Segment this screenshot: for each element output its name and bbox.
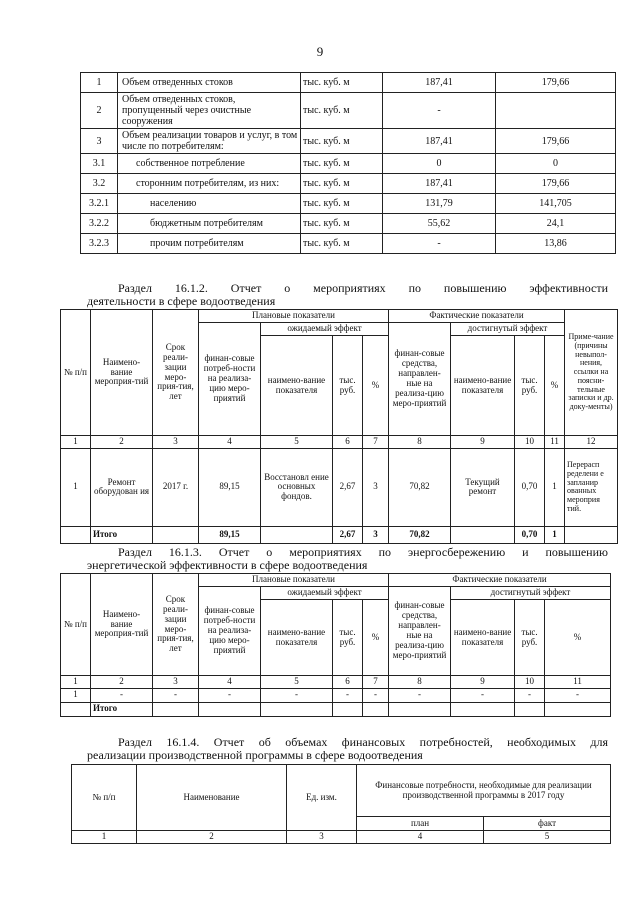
section-3-title: Раздел 16.1.3. Отчет о мероприятиях по энергосбережению и повышению	[118, 545, 608, 559]
total-tr-fact: 0,70	[515, 526, 545, 543]
total-pct: 3	[363, 526, 389, 543]
fin-fact-header: финан-совые средства, направлен-ные на реализа-цию меро-приятий	[389, 587, 451, 676]
col-num-header: № п/п	[61, 310, 91, 436]
achieved-effect-header: достигнутый эффект	[451, 587, 611, 600]
page-number: 9	[316, 44, 324, 59]
empty-value: -	[199, 688, 261, 702]
total-num	[61, 526, 91, 543]
achieved-effect-header: достигнутый эффект	[451, 323, 565, 336]
row-pct: 3	[363, 448, 389, 526]
energy-table	[60, 573, 611, 717]
pct-header: %	[363, 600, 389, 676]
plan-header: Плановые показатели	[199, 574, 389, 587]
cell-v2: 13,86	[496, 234, 616, 254]
column-number: 1	[61, 676, 91, 689]
pct-fact-header: %	[545, 336, 565, 436]
row-indicator: Восстановл ение основных фондов.	[261, 448, 333, 526]
fin-plan-header: финан-совые потреб-ности на реализа-цию меро-приятий	[199, 587, 261, 676]
column-number: 2	[137, 831, 287, 844]
cell-v1: 55,62	[383, 214, 496, 234]
col-unit-header: Ед. изм.	[287, 765, 357, 831]
fin-needs-header: Финансовые потребности, необходимые для реализации производственной программы в 2017 году	[357, 765, 611, 817]
tr-header: тыс. руб.	[333, 336, 363, 436]
expected-effect-header: ожидаемый эффект	[261, 587, 389, 600]
total-num	[61, 702, 91, 716]
cell-v1: 187,41	[383, 73, 496, 93]
empty-value: -	[451, 688, 515, 702]
total-fin-fact: 70,82	[389, 526, 451, 543]
column-number: 4	[199, 436, 261, 449]
financial-needs-table	[71, 764, 611, 844]
cell-name: Объем отведенных стоков, пропущенный через очистные сооружения	[118, 93, 301, 129]
col-term-header: Срок реали-зации меро-прия-тия, лет	[153, 574, 199, 676]
indicator-fact-header: наимено-вание показателя	[451, 600, 515, 676]
tr-fact-header: тыс. руб.	[515, 336, 545, 436]
row-note: Перерасп ределени е запланир ованных мероприя тий.	[565, 448, 618, 526]
total-ind-fact	[451, 526, 515, 543]
cell-unit: тыс. куб. м	[301, 129, 383, 154]
total-note	[565, 526, 618, 543]
cell-v2: 179,66	[496, 174, 616, 194]
table-row	[81, 154, 616, 174]
cell-name: Объем реализации товаров и услуг, в том числе по потребителям:	[118, 129, 301, 154]
column-number: 1	[72, 831, 137, 844]
expected-effect-header: ожидаемый эффект	[261, 323, 389, 336]
row-num: 1	[61, 448, 91, 526]
row-pct-fact: 1	[545, 448, 565, 526]
fact-header: факт	[484, 817, 611, 831]
cell-n: 1	[81, 73, 118, 93]
cell-v1: 131,79	[383, 194, 496, 214]
section-3-title-cont: энергетической эффективности в сфере водоотведения	[87, 558, 368, 572]
table-row	[81, 129, 616, 154]
empty-value: -	[545, 688, 611, 702]
row-tr: 2,67	[333, 448, 363, 526]
col-num-header: № п/п	[61, 574, 91, 676]
cell-n: 3.2.3	[81, 234, 118, 254]
cell-v1: -	[383, 234, 496, 254]
column-number: 9	[451, 676, 515, 689]
note-header: Приме-чание (причины невыпол-нения, ссылки на поясни-тельные записки и др. доку-менты)	[565, 310, 618, 436]
col-name-header: Наимено-вание мероприя-тий	[91, 310, 153, 436]
column-number: 11	[545, 676, 611, 689]
column-number: 3	[153, 436, 199, 449]
total-ind	[261, 526, 333, 543]
cell-v2: 179,66	[496, 73, 616, 93]
fact-header: Фактические показатели	[389, 574, 611, 587]
row-num: 1	[61, 688, 91, 702]
column-number: 5	[484, 831, 611, 844]
cell-n: 3.2.2	[81, 214, 118, 234]
table-row	[81, 73, 616, 93]
section-2-title-cont: деятельности в сфере водоотведения	[87, 294, 276, 308]
total-tr: 2,67	[333, 526, 363, 543]
cell-name: населению	[118, 194, 301, 214]
table-row	[81, 214, 616, 234]
column-number: 6	[333, 676, 363, 689]
column-number: 8	[389, 676, 451, 689]
column-number: 1	[61, 436, 91, 449]
column-number: 2	[91, 436, 153, 449]
cell-v1: 187,41	[383, 174, 496, 194]
column-number: 11	[545, 436, 565, 449]
column-number: 9	[451, 436, 515, 449]
tr-header: тыс. руб.	[333, 600, 363, 676]
cell-name: Объем отведенных стоков	[118, 73, 301, 93]
col-term-header: Срок реали-зации меро-прия-тия, лет	[153, 310, 199, 436]
row-tr-fact: 0,70	[515, 448, 545, 526]
cell-unit: тыс. куб. м	[301, 194, 383, 214]
column-number: 2	[91, 676, 153, 689]
total-label: Итого	[91, 702, 153, 716]
total-fin: 89,15	[199, 526, 261, 543]
cell-unit: тыс. куб. м	[301, 234, 383, 254]
col-name-header: Наимено-вание мероприя-тий	[91, 574, 153, 676]
empty-value: -	[91, 688, 153, 702]
column-number: 4	[357, 831, 484, 844]
column-number: 8	[389, 436, 451, 449]
efficiency-table	[60, 309, 618, 544]
cell-n: 3.1	[81, 154, 118, 174]
table-row	[81, 93, 616, 129]
row-term: 2017 г.	[153, 448, 199, 526]
cell-unit: тыс. куб. м	[301, 154, 383, 174]
column-number: 5	[261, 676, 333, 689]
indicator-header: наимено-вание показателя	[261, 336, 333, 436]
column-number: 10	[515, 676, 545, 689]
cell-unit: тыс. куб. м	[301, 214, 383, 234]
row-name: Ремонт оборудован ия	[91, 448, 153, 526]
row-indicator-fact: Текущий ремонт	[451, 448, 515, 526]
pct-fact-header: %	[545, 600, 611, 676]
column-number: 6	[333, 436, 363, 449]
table-row	[81, 174, 616, 194]
cell-v2: 0	[496, 154, 616, 174]
row-fin-fact: 70,82	[389, 448, 451, 526]
cell-v2: 141,705	[496, 194, 616, 214]
cell-name: прочим потребителям	[118, 234, 301, 254]
empty-value: -	[363, 688, 389, 702]
empty-value: -	[261, 688, 333, 702]
column-number: 10	[515, 436, 545, 449]
cell-n: 3.2	[81, 174, 118, 194]
row-fin: 89,15	[199, 448, 261, 526]
column-number: 3	[287, 831, 357, 844]
cell-v2: 179,66	[496, 129, 616, 154]
column-number: 4	[199, 676, 261, 689]
indicator-header: наимено-вание показателя	[261, 600, 333, 676]
cell-unit: тыс. куб. м	[301, 174, 383, 194]
section-4-title-cont: реализации производственной программы в сфере водоотведения	[87, 748, 423, 762]
section-2-title: Раздел 16.1.2. Отчет о мероприятиях по повышению эффективности	[118, 281, 608, 295]
indicator-fact-header: наимено-вание показателя	[451, 336, 515, 436]
pct-header: %	[363, 336, 389, 436]
fin-plan-header: финан-совые потреб-ности на реализа-цию меро-приятий	[199, 323, 261, 436]
empty-value: -	[389, 688, 451, 702]
total-pct-fact: 1	[545, 526, 565, 543]
cell-v1: -	[383, 93, 496, 129]
plan-header: план	[357, 817, 484, 831]
col-num-header: № п/п	[72, 765, 137, 831]
tr-fact-header: тыс. руб.	[515, 600, 545, 676]
column-number: 12	[565, 436, 618, 449]
cell-n: 2	[81, 93, 118, 129]
cell-v2	[496, 93, 616, 129]
fact-header: Фактические показатели	[389, 310, 565, 323]
table-row	[81, 194, 616, 214]
section-4-title: Раздел 16.1.4. Отчет об объемах финансовых потребностей, необходимых для	[118, 735, 608, 749]
column-number: 7	[363, 676, 389, 689]
table-row	[81, 234, 616, 254]
cell-name: сторонним потребителям, из них:	[118, 174, 301, 194]
total-label: Итого	[91, 526, 153, 543]
column-number: 5	[261, 436, 333, 449]
cell-n: 3	[81, 129, 118, 154]
cell-name: собственное потребление	[118, 154, 301, 174]
cell-v1: 187,41	[383, 129, 496, 154]
empty-value: -	[333, 688, 363, 702]
volume-table	[80, 72, 616, 254]
empty-value: -	[153, 688, 199, 702]
col-name-header: Наименование	[137, 765, 287, 831]
fin-fact-header: финан-совые средства, направлен-ные на реализа-цию меро-приятий	[389, 323, 451, 436]
cell-unit: тыс. куб. м	[301, 93, 383, 129]
plan-header: Плановые показатели	[199, 310, 389, 323]
column-number: 3	[153, 676, 199, 689]
total-term	[153, 526, 199, 543]
empty-value: -	[515, 688, 545, 702]
cell-n: 3.2.1	[81, 194, 118, 214]
cell-unit: тыс. куб. м	[301, 73, 383, 93]
cell-name: бюджетным потребителям	[118, 214, 301, 234]
column-number: 7	[363, 436, 389, 449]
cell-v2: 24,1	[496, 214, 616, 234]
cell-v1: 0	[383, 154, 496, 174]
